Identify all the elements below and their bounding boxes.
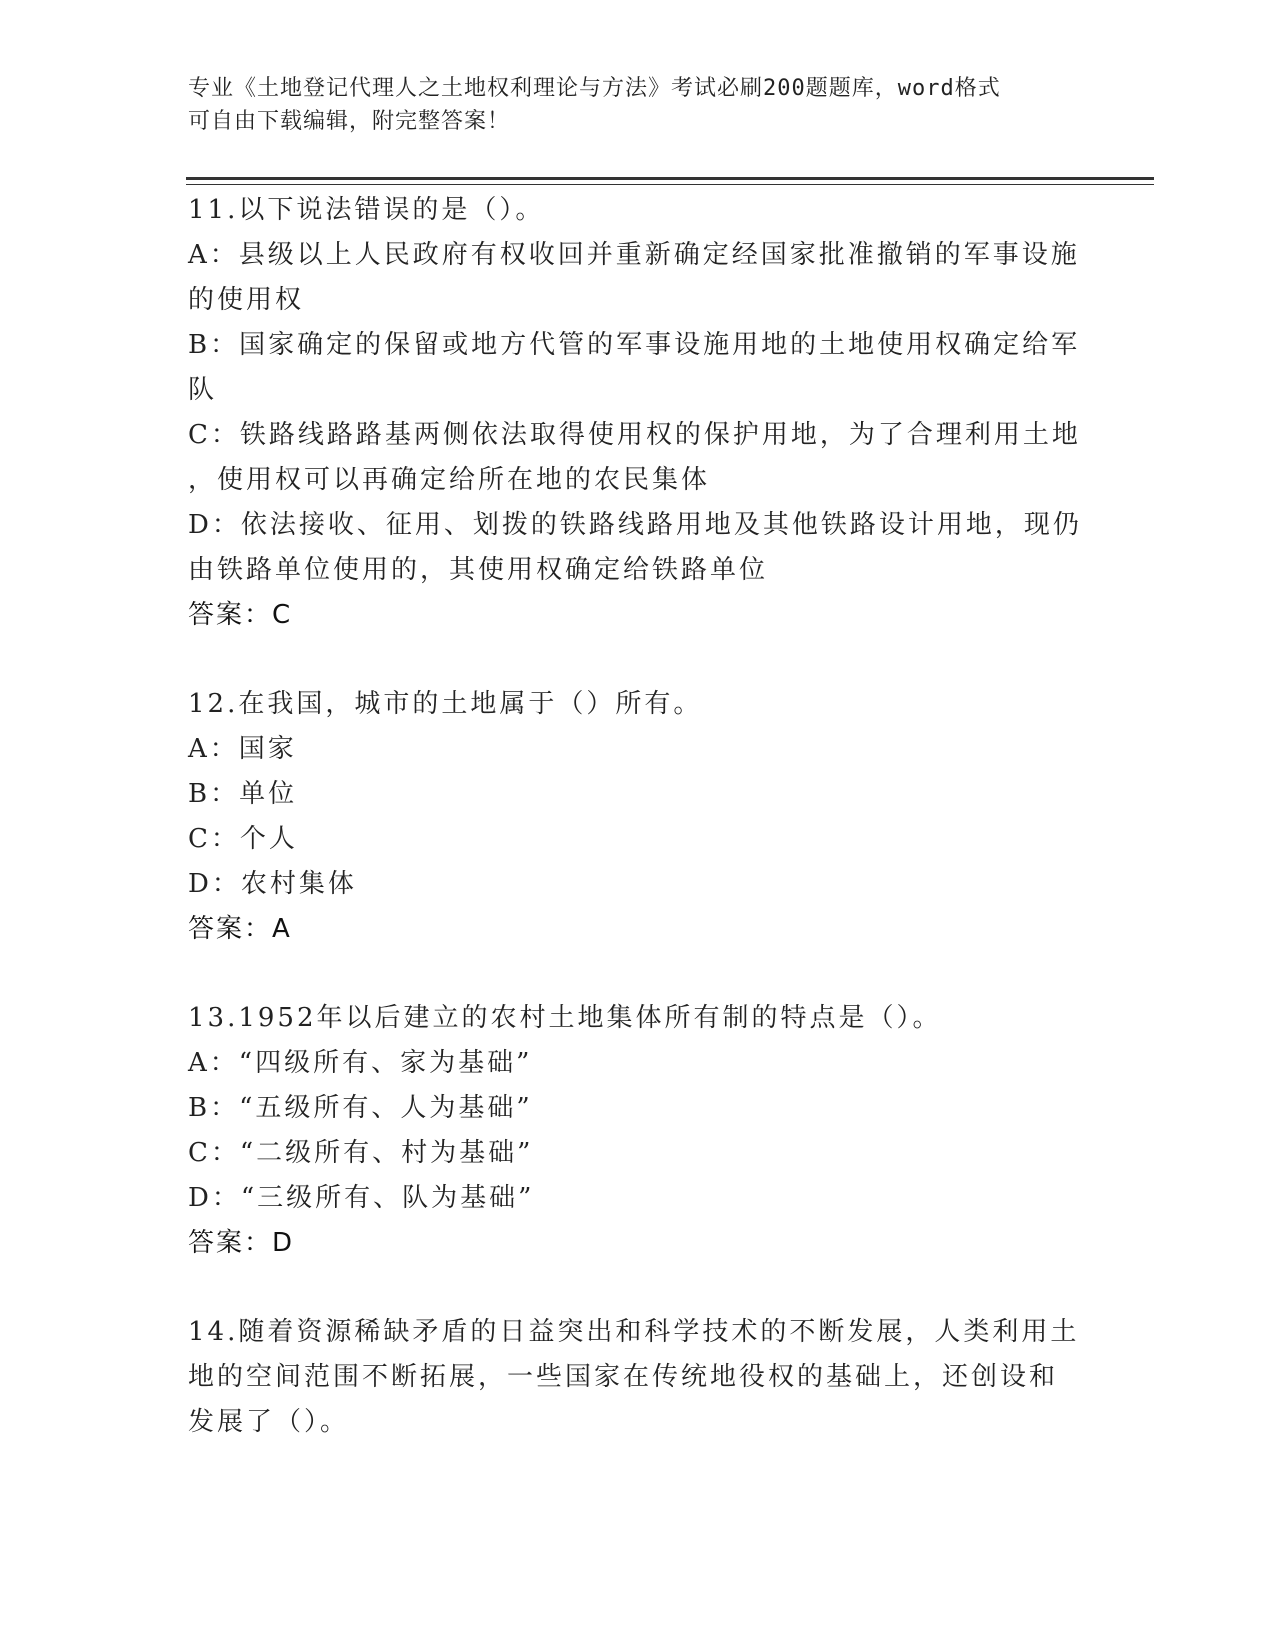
option-d: D：依法接收、征用、划拨的铁路线路用地及其他铁路设计用地，现仍 [188,510,1082,540]
question-stem: 12.在我国，城市的土地属于（）所有。 [188,689,703,719]
document-header [188,72,1068,138]
option-c-cont: ，使用权可以再确定给所在地的农民集体 [188,465,711,495]
question-stem-line-2: 地的空间范围不断拓展，一些国家在传统地役权的基础上，还创设和 [188,1362,1059,1392]
question-stem-line-3: 发展了（）。 [188,1407,350,1437]
question-11 [188,188,1088,638]
option-c: C：个人 [188,824,298,854]
header-line-1: 专业《土地登记代理人之土地权利理论与方法》考试必刷200题题库，word格式 [188,76,1001,101]
question-stem: 11.以下说法错误的是（）。 [188,195,545,225]
option-a: A：国家 [188,734,297,764]
option-a: A：县级以上人民政府有权收回并重新确定经国家批准撤销的军事设施 [188,240,1080,270]
option-c: C：铁路线路路基两侧依法取得使用权的保护用地，为了合理利用土地 [188,420,1081,450]
option-b: B：单位 [188,779,298,809]
option-b: B：国家确定的保留或地方代管的军事设施用地的土地使用权确定给军 [188,330,1081,360]
question-12 [188,682,1088,952]
question-13 [188,996,1088,1266]
option-b: B：“五级所有、人为基础” [188,1093,533,1123]
option-c: C：“二级所有、村为基础” [188,1138,534,1168]
option-a: A：“四级所有、家为基础” [188,1048,533,1078]
question-stem: 13.1952年以后建立的农村土地集体所有制的特点是（）。 [188,1003,942,1033]
header-rule-thin [186,184,1154,185]
header-line-2: 可自由下载编辑，附完整答案！ [188,109,511,134]
option-b-cont: 队 [188,375,218,405]
option-d: D：农村集体 [188,869,357,899]
option-d: D：“三级所有、队为基础” [188,1183,535,1213]
header-rule-thick [186,177,1154,180]
question-stem-line-1: 14.随着资源稀缺矛盾的日益突出和科学技术的不断发展，人类利用土 [188,1317,1080,1347]
question-14 [188,1310,1088,1445]
answer-label: 答案：A [188,914,292,944]
question-list [188,188,1088,1489]
answer-label: 答案：D [188,1228,295,1258]
answer-label: 答案：C [188,600,293,630]
option-a-cont: 的使用权 [188,285,305,315]
option-d-cont: 由铁路单位使用的，其使用权确定给铁路单位 [188,555,769,585]
